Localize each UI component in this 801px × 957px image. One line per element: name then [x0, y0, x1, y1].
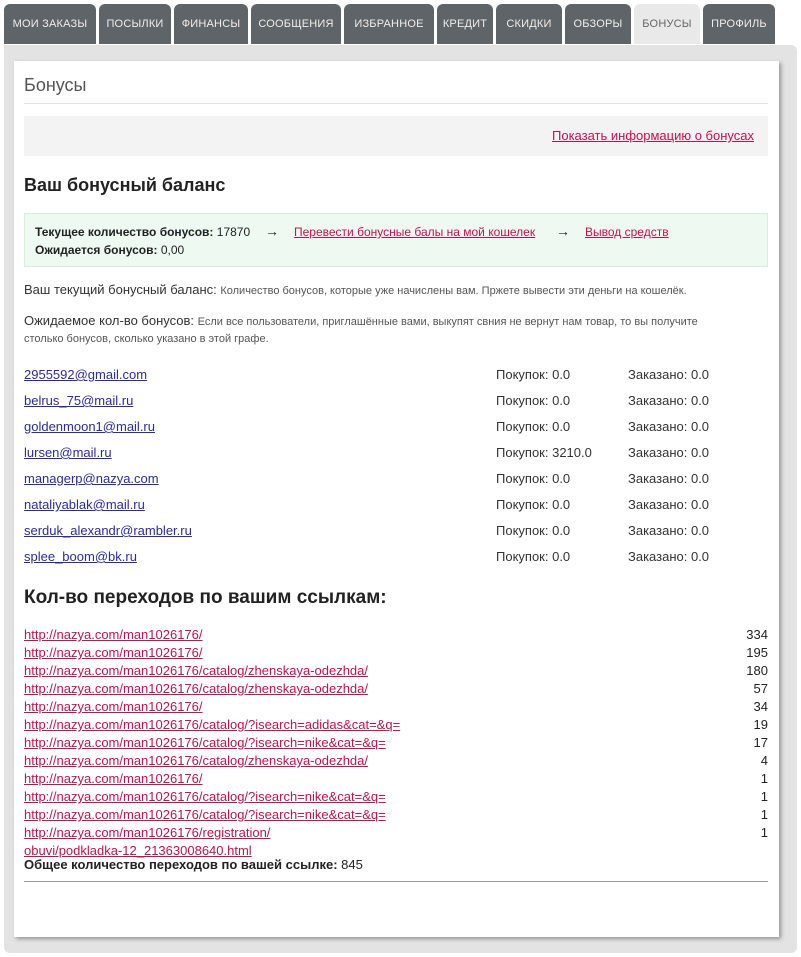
click-url-link[interactable]: http://nazya.com/man1026176/: [24, 699, 203, 714]
referral-row: [24, 445, 768, 465]
current-bonus-value: 17870: [216, 225, 251, 239]
referral-row: [24, 419, 768, 439]
referral-email-link[interactable]: 2955592@gmail.com: [24, 367, 148, 382]
expected-balance-desc-title: Ожидаемое кол-во бонусов:: [24, 313, 195, 328]
click-count: 17: [753, 735, 768, 750]
total-clicks: [24, 857, 363, 872]
click-url-link[interactable]: http://nazya.com/man1026176/: [24, 627, 203, 642]
click-link-row: [24, 644, 768, 662]
referral-email-link[interactable]: lursen@mail.ru: [24, 445, 112, 460]
bottom-divider: [24, 881, 768, 882]
current-bonus-line: [35, 225, 250, 239]
page-title: Бонусы: [24, 75, 87, 95]
click-url-link[interactable]: http://nazya.com/man1026176/registration/: [24, 825, 271, 840]
balance-box: [24, 213, 768, 267]
referral-purchases: Покупок: 0.0: [496, 471, 571, 486]
click-count: 334: [746, 627, 768, 642]
expected-bonus-value: 0,00: [160, 243, 185, 257]
expected-balance-description-cont: [24, 330, 269, 345]
info-bar: [24, 116, 768, 156]
balance-heading: Ваш бонусный баланс: [24, 175, 226, 195]
expected-bonus-label: Ожидается бонусов:: [35, 243, 158, 257]
referral-purchases: Покупок: 0.0: [496, 393, 571, 408]
click-count: 57: [753, 681, 768, 696]
click-count: 1: [760, 789, 768, 804]
click-link-row: [24, 680, 768, 698]
referral-email-link[interactable]: serduk_alexandr@rambler.ru: [24, 523, 192, 538]
referral-email-link[interactable]: goldenmoon1@mail.ru: [24, 419, 155, 434]
click-link-row: [24, 788, 768, 806]
click-count: 195: [746, 645, 768, 660]
referral-ordered: Заказано: 0.0: [628, 497, 710, 512]
click-count: 1: [760, 771, 768, 786]
click-url-link[interactable]: http://nazya.com/man1026176/catalog/zhenskaya-odezhda/: [24, 753, 369, 768]
expected-balance-desc-text: Если все пользователи, приглашённые вами, выкупят свния не вернут нам товар, то вы получите: [197, 316, 698, 328]
referral-purchases: Покупок: 0.0: [496, 497, 571, 512]
click-count: 180: [746, 663, 768, 678]
click-url-link[interactable]: http://nazya.com/man1026176/catalog/?isearch=adidas&cat=&q=: [24, 717, 401, 732]
click-link-row: [24, 770, 768, 788]
referral-ordered: Заказано: 0.0: [628, 471, 710, 486]
click-url-link[interactable]: http://nazya.com/man1026176/catalog/?isearch=nike&cat=&q=: [24, 735, 386, 750]
current-balance-description: [24, 282, 687, 297]
click-link-row: [24, 752, 768, 770]
referral-row: [24, 471, 768, 491]
tab-messages[interactable]: СООБЩЕНИЯ: [251, 4, 341, 44]
title-divider: [24, 103, 768, 104]
click-url-link[interactable]: http://nazya.com/man1026176/: [24, 645, 203, 660]
tab-bonuses[interactable]: БОНУСЫ: [634, 4, 700, 44]
click-link-row: [24, 662, 768, 680]
expected-balance-description: [24, 313, 698, 328]
click-url-link[interactable]: http://nazya.com/man1026176/catalog/?isearch=nike&cat=&q=: [24, 807, 386, 822]
click-link-row: [24, 626, 768, 644]
arrow-right-icon: →: [556, 223, 570, 239]
tab-credit[interactable]: КРЕДИТ: [437, 4, 493, 44]
click-link-row: [24, 734, 768, 752]
tab-parcels[interactable]: ПОСЫЛКИ: [99, 4, 171, 44]
current-bonus-label: Текущее количество бонусов:: [35, 225, 214, 239]
referral-email-link[interactable]: splee_boom@bk.ru: [24, 549, 137, 564]
total-clicks-label: Общее количество переходов по вашей ссылке:: [24, 857, 338, 872]
referral-row: [24, 367, 768, 387]
click-count: 4: [760, 753, 768, 768]
clicks-heading: Кол-во переходов по вашим ссылкам:: [24, 587, 387, 608]
referral-ordered: Заказано: 0.0: [628, 393, 710, 408]
click-count: 34: [753, 699, 768, 714]
referral-row: [24, 549, 768, 569]
referral-ordered: Заказано: 0.0: [628, 419, 710, 434]
referral-row: [24, 393, 768, 413]
click-count: 1: [760, 807, 768, 822]
referral-purchases: Покупок: 0.0: [496, 523, 571, 538]
expected-bonus-line: [35, 243, 184, 257]
click-url-link[interactable]: http://nazya.com/man1026176/catalog/zhenskaya-odezhda/: [24, 663, 369, 678]
click-link-row: [24, 806, 768, 824]
click-url-link[interactable]: http://nazya.com/man1026176/catalog/?isearch=nike&cat=&q=: [24, 789, 386, 804]
referral-ordered: Заказано: 0.0: [628, 445, 710, 460]
click-link-row: [24, 824, 768, 860]
click-url-link[interactable]: http://nazya.com/man1026176/: [24, 771, 203, 786]
arrow-right-icon: →: [265, 223, 279, 239]
referral-row: [24, 497, 768, 517]
click-url-link-continued[interactable]: obuvi/podkladka-12_21363008640.html: [24, 843, 252, 858]
current-balance-desc-title: Ваш текущий бонусный баланс:: [24, 282, 217, 297]
main-tabs: [4, 4, 775, 46]
total-clicks-value: 845: [341, 857, 363, 872]
click-count: 19: [753, 717, 768, 732]
transfer-bonus-link[interactable]: Перевести бонусные балы на мой кошелек: [294, 225, 536, 239]
referral-ordered: Заказано: 0.0: [628, 523, 710, 538]
referral-email-link[interactable]: belrus_75@mail.ru: [24, 393, 134, 408]
tab-finances[interactable]: ФИНАНСЫ: [174, 4, 248, 44]
click-link-row: [24, 698, 768, 716]
referral-email-link[interactable]: nataliyablak@mail.ru: [24, 497, 145, 512]
tab-favorites[interactable]: ИЗБРАННОЕ: [344, 4, 434, 44]
expected-balance-desc-text-2: столько бонусов, сколько указано в этой графе.: [24, 333, 269, 345]
show-bonus-info-link[interactable]: Показать информацию о бонусах: [552, 128, 754, 143]
click-link-row: [24, 716, 768, 734]
tab-discounts[interactable]: СКИДКИ: [496, 4, 562, 44]
referral-purchases: Покупок: 0.0: [496, 367, 571, 382]
referral-ordered: Заказано: 0.0: [628, 367, 710, 382]
click-url-link[interactable]: http://nazya.com/man1026176/catalog/zhenskaya-odezhda/: [24, 681, 369, 696]
tab-reviews[interactable]: ОБЗОРЫ: [565, 4, 631, 44]
withdraw-link[interactable]: Вывод средств: [585, 225, 669, 239]
referral-ordered: Заказано: 0.0: [628, 549, 710, 564]
referral-purchases: Покупок: 0.0: [496, 549, 571, 564]
tab-profile[interactable]: ПРОФИЛЬ: [703, 4, 775, 44]
referral-email-link[interactable]: managerp@nazya.com: [24, 471, 159, 486]
referral-purchases: Покупок: 0.0: [496, 419, 571, 434]
referral-purchases: Покупок: 3210.0: [496, 445, 592, 460]
click-count: 1: [760, 825, 768, 840]
tab-my-orders[interactable]: МОИ ЗАКАЗЫ: [4, 4, 96, 44]
current-balance-desc-text: Количество бонусов, которые уже начислены вам. Пржете вывести эти деньги на кошелёк.: [220, 285, 687, 297]
referral-row: [24, 523, 768, 543]
bonus-panel: [14, 61, 779, 937]
